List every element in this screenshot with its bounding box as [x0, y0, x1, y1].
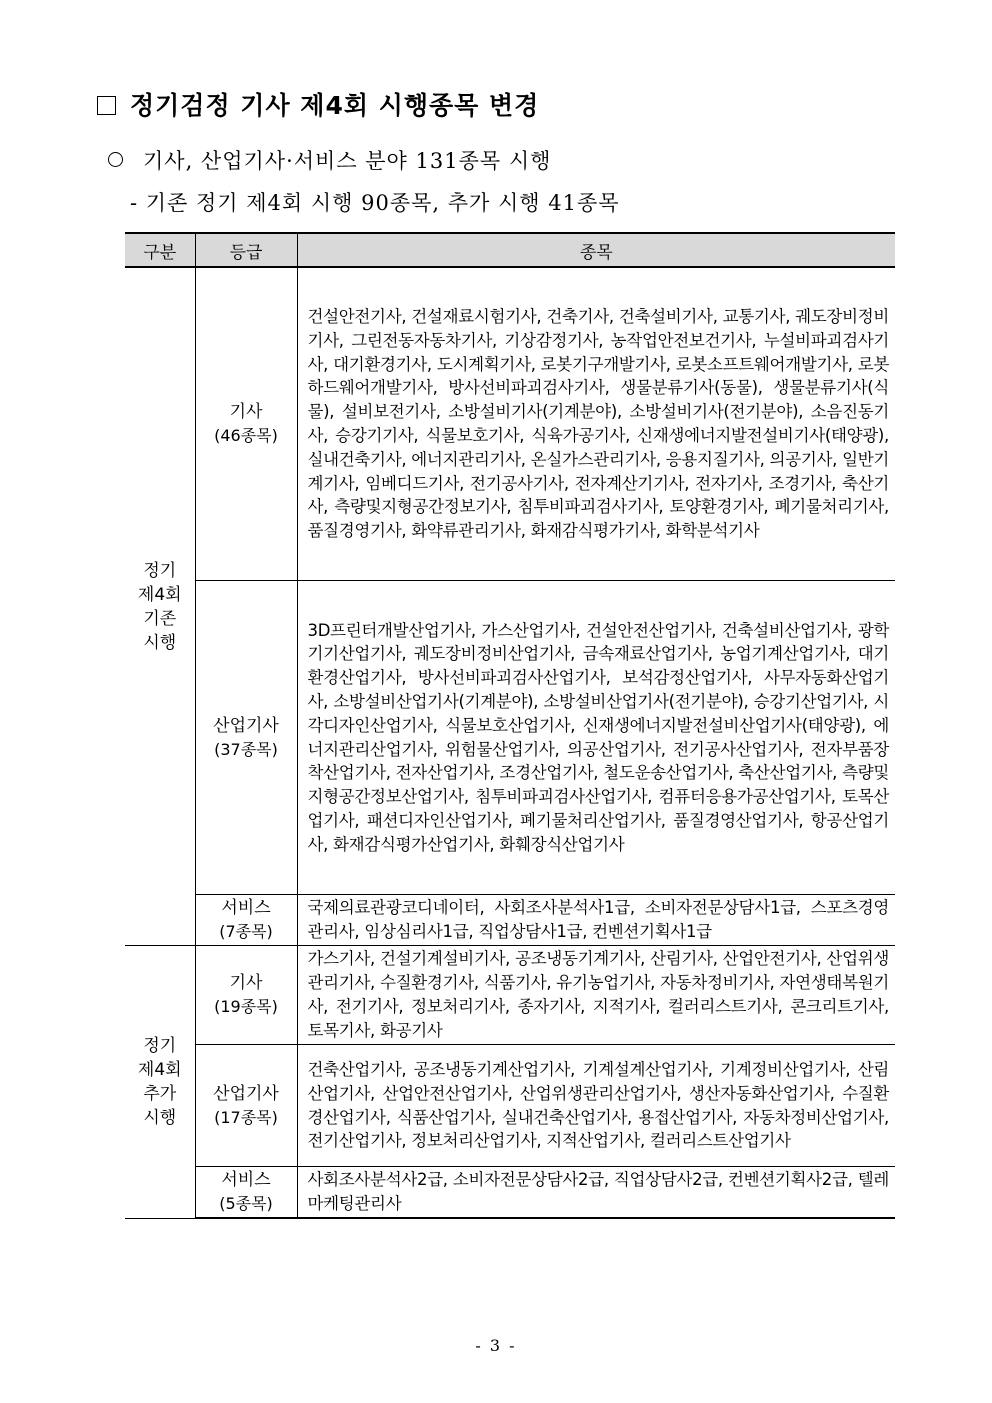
grade-cell	[195, 1045, 297, 1167]
table-header-row	[125, 233, 895, 267]
items-cell: 건축산업기사, 공조냉동기계산업기사, 기계설계산업기사, 기계정비산업기사, 산림산업기사, 산업안전산업기사, 산업위생관리산업기사, 생산자동화산업기사, 수질환경산업기사, 식품산업기사, 실내건축산업기사, 용접산업기사, 자동차정비산업기사, 전기산업기사, 정보처리산업기사, 지적산업기사, 컬러리스트산업기사	[297, 1045, 895, 1167]
header-grade: 등급	[195, 233, 297, 267]
section-title-text: 정기검정 기사 제4회 시행종목 변경	[130, 91, 540, 120]
items-cell: 건설안전기사, 건설재료시험기사, 건축기사, 건축설비기사, 교통기사, 궤도장비정비기사, 그린전동자동차기사, 기상감정기사, 농작업안전보건기사, 누설비파괴검사기사, 대기환경기사, 도시계획기사, 로봇기구개발기사, 로봇소프트웨어개발기사, 로봇하드웨어개발기사, 방사선비파괴검사기사, 생물분류기사(동물), 생물분류기사(식물), 설비보전기사, 소방설비기사(기계분야), 소방설비기사(전기분야), 소음진동기사, 승강기기사, 식물보호기사, 식육가공기사, 신재생에너지발전설비기사(태양광), 실내건축기사, 에너지관리기사, 온실가스관리기사, 응용지질기사, 의공기사, 일반기계기사, 임베디드기사, 전기공사기사, 전자계산기기사, 전자기사, 조경기사, 축산기사, 측량및지형공간정보기사, 침투비파괴검사기사, 토양환경기사, 폐기물처리기사, 품질경영기사, 화약류관리기사, 화재감식평가기사, 화학분석기사	[297, 267, 895, 581]
grade-count: (5종목)	[219, 1194, 273, 1213]
grade-count: (7종목)	[219, 922, 273, 941]
grade-label: 서비스	[221, 1170, 271, 1190]
grade-label: 기사	[229, 402, 263, 422]
page-number: - 3 -	[475, 1336, 517, 1355]
category-added	[125, 946, 195, 1219]
category-text: 시행	[143, 632, 177, 653]
category-text: 추가	[143, 1083, 177, 1104]
items-cell: 3D프린터개발산업기사, 가스산업기사, 건설안전산업기사, 건축설비산업기사, 광학기기산업기사, 궤도장비정비산업기사, 금속재료산업기사, 농업기계산업기사, 대기환경산업기사, 방사선비파괴검사산업기사, 보석감정산업기사, 사무자동화산업기사, 소방설비산업기사(기계분야), 소방설비산업기사(전기분야), 승강기산업기사, 시각디자인산업기사, 식물보호산업기사, 신재생에너지발전설비산업기사(태양광), 에너지관리산업기사, 위험물산업기사, 의공산업기사, 전기공사산업기사, 전자부품장착산업기사, 전자산업기사, 조경산업기사, 철도운송산업기사, 축산산업기사, 측량및지형공간정보산업기사, 침투비파괴검사산업기사, 컴퓨터응용가공산업기사, 토목산업기사, 패션디자인산업기사, 폐기물처리산업기사, 품질경영산업기사, 항공산업기사, 화재감식평가산업기사, 화훼장식산업기사	[297, 581, 895, 895]
table-row	[125, 581, 895, 895]
header-items: 종목	[297, 233, 895, 267]
items-cell: 가스기사, 건설기계설비기사, 공조냉동기계기사, 산림기사, 산업안전기사, 산업위생관리기사, 수질환경기사, 식품기사, 유기농업기사, 자동차정비기사, 자연생태복원기사, 전기기사, 정보처리기사, 종자기사, 지적기사, 컬러리스트기사, 콘크리트기사, 토목기사, 화공기사	[297, 946, 895, 1045]
bullet-text: 기사, 산업기사·서비스 분야 131종목 시행	[143, 149, 552, 173]
grade-label: 산업기사	[213, 715, 279, 736]
table-row	[125, 267, 895, 581]
grade-cell	[195, 581, 297, 895]
checkbox-square-icon	[97, 96, 116, 115]
grade-label: 서비스	[221, 898, 271, 918]
table-row	[125, 1167, 895, 1219]
category-text: 시행	[143, 1107, 177, 1128]
bullet-line	[108, 145, 551, 175]
circle-bullet-icon	[108, 152, 123, 167]
grade-count: (17종목)	[214, 1107, 278, 1127]
sub-bullet-line: - 기존 정기 제4회 시행 90종목, 추가 시행 41종목	[130, 191, 620, 215]
grade-label: 기사	[229, 973, 263, 993]
header-category: 구분	[125, 233, 195, 267]
grade-cell	[195, 267, 297, 581]
grade-count: (37종목)	[214, 739, 278, 759]
category-text: 정기	[143, 560, 177, 581]
category-text: 제4회	[137, 1059, 182, 1080]
grade-cell	[195, 1167, 297, 1219]
exam-items-table	[125, 232, 895, 1219]
category-text: 기존	[143, 608, 177, 629]
category-text: 정기	[143, 1035, 177, 1056]
table-row	[125, 946, 895, 1045]
table-row	[125, 1045, 895, 1167]
category-text: 제4회	[137, 584, 182, 605]
category-existing	[125, 267, 195, 946]
table-row	[125, 895, 895, 946]
grade-cell	[195, 946, 297, 1045]
grade-label: 산업기사	[213, 1083, 279, 1104]
items-cell: 국제의료관광코디네이터, 사회조사분석사1급, 소비자전문상담사1급, 스포츠경영관리사, 임상심리사1급, 직업상담사1급, 컨벤션기획사1급	[297, 895, 895, 946]
section-title	[97, 86, 539, 122]
items-cell: 사회조사분석사2급, 소비자전문상담사2급, 직업상담사2급, 컨벤션기획사2급, 텔레마케팅관리사	[297, 1167, 895, 1219]
grade-cell	[195, 895, 297, 946]
grade-count: (46종목)	[214, 426, 278, 445]
grade-count: (19종목)	[214, 997, 278, 1016]
